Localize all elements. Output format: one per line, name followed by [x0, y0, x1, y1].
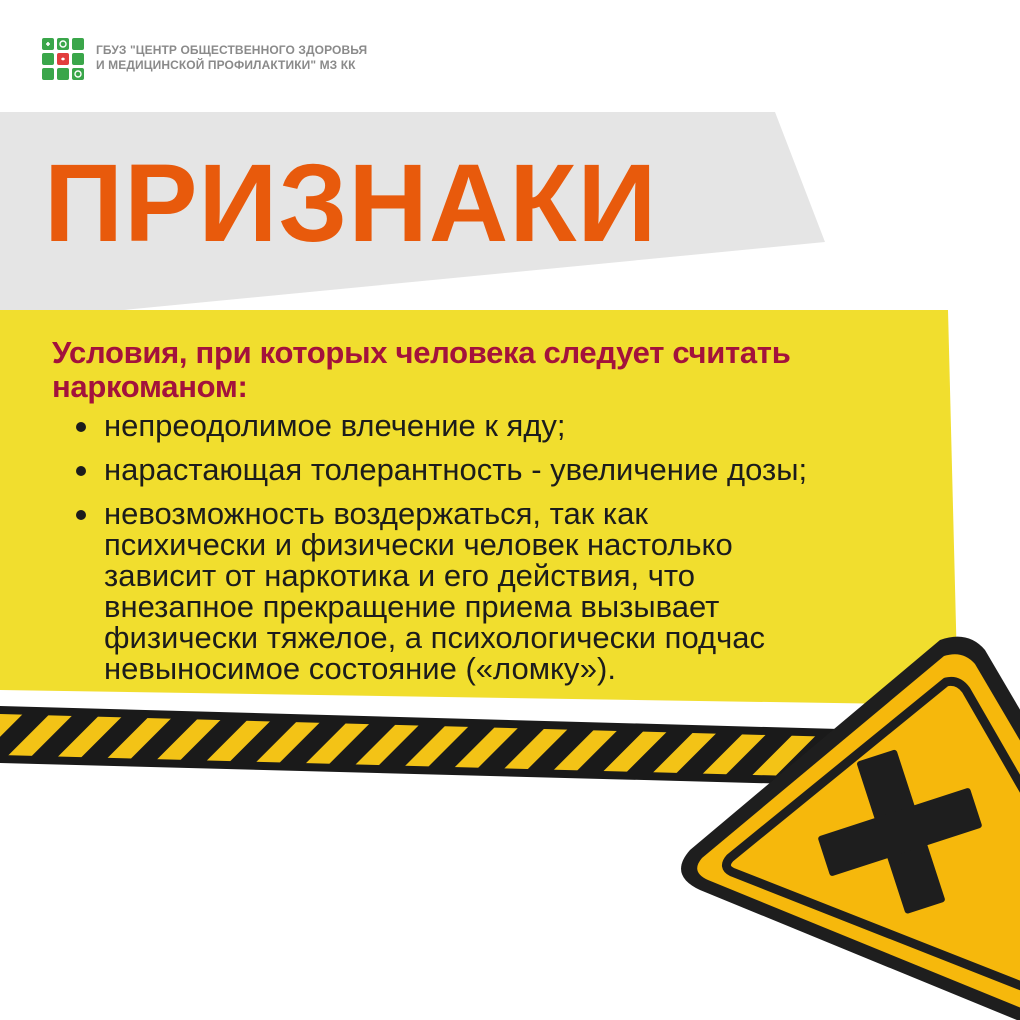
list-item-text: невозможность воздержаться, так как [104, 496, 648, 531]
organization-name-line: ГБУЗ "ЦЕНТР ОБЩЕСТВЕННОГО ЗДОРОВЬЯ [96, 43, 368, 57]
list-item-text: невыносимое состояние («ломку»). [104, 651, 616, 686]
list-item [52, 498, 932, 684]
list-item-text: непреодолимое влечение к яду; [104, 408, 566, 443]
bullet-icon [76, 510, 86, 520]
list-item-text: зависит от наркотика и его действия, что [104, 558, 695, 593]
list-item-text: психически и физически человек настолько [104, 527, 733, 562]
bullet-icon [76, 422, 86, 432]
bullet-icon [76, 466, 86, 476]
page-title: ПРИЗНАКИ [44, 142, 658, 265]
organization-name [96, 43, 367, 73]
heading-line: наркоманом: [52, 369, 248, 404]
content-heading [52, 336, 932, 404]
list-item [52, 410, 932, 441]
list-item-text: нарастающая толерантность - увеличение дозы; [104, 452, 808, 487]
heading-line: Условия, при которых человека следует считать [52, 335, 791, 370]
list-item [52, 454, 932, 485]
content-block [52, 336, 932, 697]
list-item-text: внезапное прекращение приема вызывает [104, 589, 720, 624]
organization-logo-icon [42, 38, 84, 80]
criteria-list [52, 410, 932, 684]
organization-name-line: И МЕДИЦИНСКОЙ ПРОФИЛАКТИКИ" МЗ КК [96, 58, 356, 72]
list-item-text: физически тяжелое, а психологически подчас [104, 620, 765, 655]
